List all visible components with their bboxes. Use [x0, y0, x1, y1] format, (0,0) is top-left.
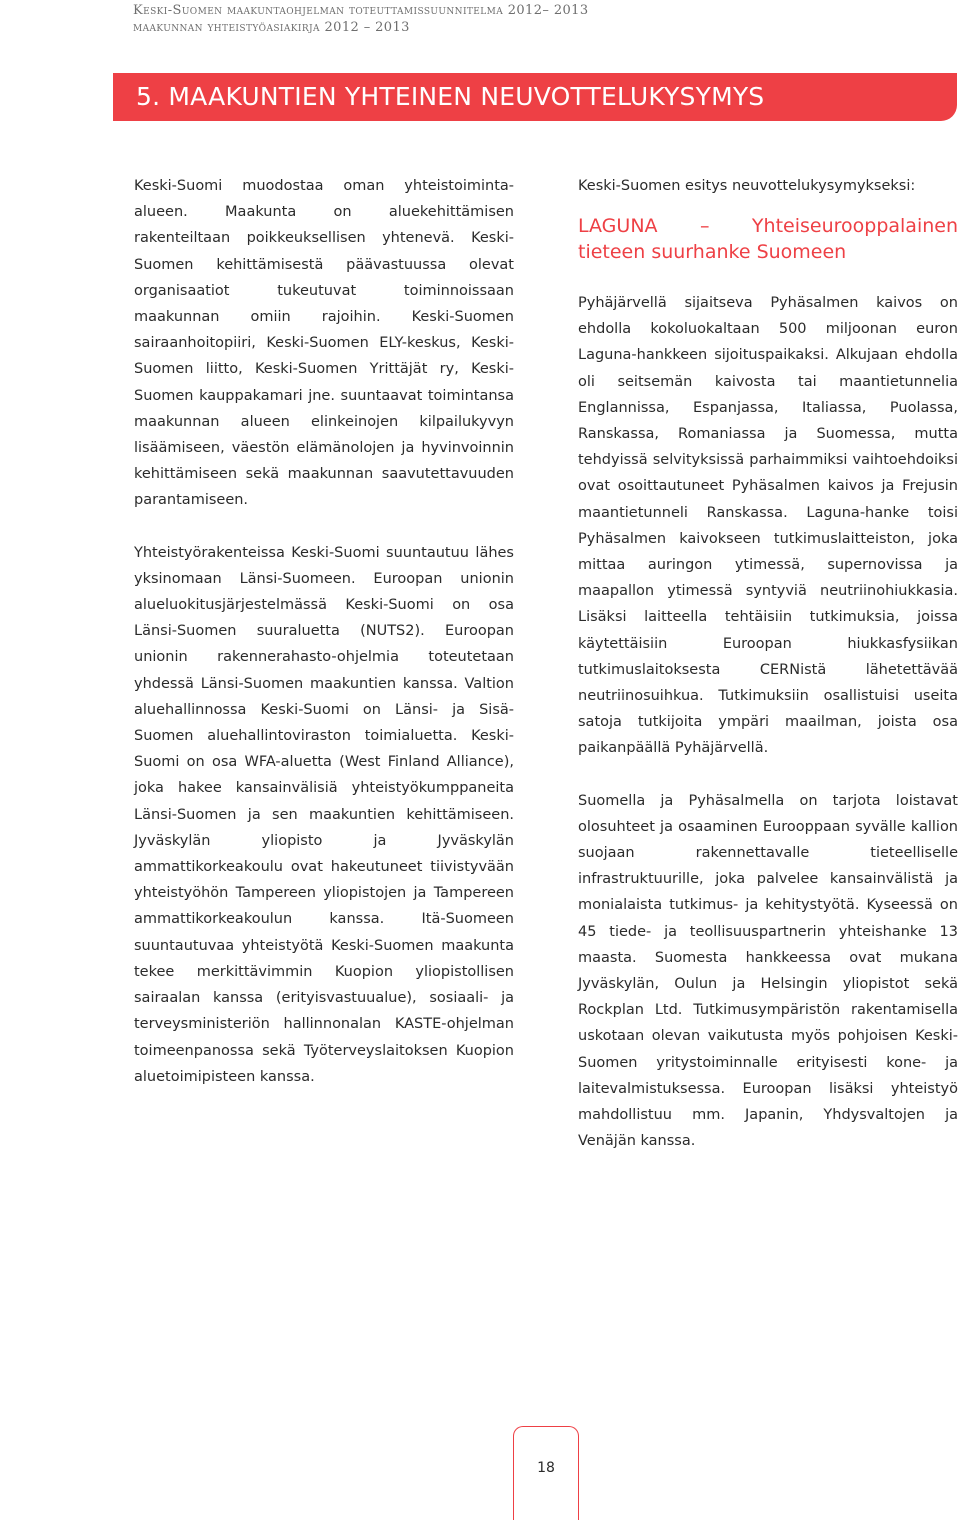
left-paragraph-1: Keski-Suomi muodostaa oman yhteistoiminta-alueen. Maakunta on aluekehittämisen rakenteiltaan poikkeuksellisen yhtenevä. Keski-Suomen kehittämisestä päävastuussa olevat organisaatiot tukeutuvat toiminnoissaan maakunnan omiin rajoihin. Keski-Suomen sairaanhoitopiiri, Keski-Suomen ELY-keskus, Keski-Suomen liitto, Keski-Suomen Yrittäjät ry, Keski-Suomen kauppakamari jne. suuntaavat toimintansa maakunnan alueen elinkeinojen kilpailukyvyn lisäämiseen, väestön elämänolojen ja hyvinvoinnin kehittämiseen sekä maakunnan saavutettavuuden parantamiseen.	[134, 178, 514, 509]
page-number-tab	[513, 1426, 579, 1520]
left-paragraph-2: Yhteistyörakenteissa Keski-Suomi suuntautuu lähes yksinomaan Länsi-Suomeen. Euroopan unionin alueluokitusjärjestelmässä Keski-Suomi on osa Länsi-Suomen suuraluetta (NUTS2). Euroopan unionin rakennerahasto-ohjelmia toteutetaan yhdessä Länsi-Suomen maakuntien kanssa. Valtion aluehallinnossa Keski-Suomi on Länsi- ja Sisä-Suomen aluehallintoviraston toimialuetta. Keski-Suomi on osa WFA-aluetta (West Finland Alliance), joka hakee kansainvälisiä yhteistyökumppaneita Länsi-Suomen ja sen maakuntien kehittämiseen. Jyväskylän yliopisto ja Jyväskylän ammattikorkeakoulu ovat hakeutuneet tiivistyvään yhteistyöhön Tampereen yliopistojen ja Tampereen ammattikorkeakoulun kanssa. Itä-Suomeen suuntautuvaa yhteistyötä Keski-Suomen maakunta tekee merkittävimmin Kuopion yliopistollisen sairaalan kanssa (erityisvastuualue), sosiaali- ja terveysministeriön hallinnonalan KASTE-ohjelman toimeenpanossa sekä Työterveyslaitoksen Kuopion aluetoimipisteen kanssa.	[134, 544, 514, 1085]
chapter-title: 5. MAAKUNTIEN YHTEINEN NEUVOTTELUKYSYMYS	[136, 82, 765, 111]
chapter-banner	[113, 73, 957, 121]
left-column	[134, 173, 514, 1090]
right-column	[578, 173, 958, 1155]
proposal-lead: Keski-Suomen esitys neuvottelukysymykseksi:	[578, 178, 916, 194]
right-paragraph-1: Pyhäjärvellä sijaitseva Pyhäsalmen kaivos on ehdolla kokoluokaltaan 500 miljoonan euron Laguna-hankkeen sijoituspaikaksi. Alkujaan ehdolla oli seitsemän kaivosta tai maantietunnelia Englannissa, Espanjassa, Italiassa, Puolassa, Ranskassa, Romaniassa ja Suomessa, mutta tehdyissä selvityksissä parhaimmiksi vaihtoehdoiksi ovat osoittautuneet Pyhäsalmen kaivos ja Frejusin maantietunneli Ranskassa. Laguna-hanke toisi Pyhäsalmen kaivokseen tutkimuslaitteiston, joka mittaa auringon ytimessä, supernovissa ja maapallon ytimessä syntyviä neutriinohiukkasia. Lisäksi laitteella tehtäisiin tutkimuksia, joissa käytettäisiin Euroopan hiukkasfysiikan tutkimuslaitoksesta CERNistä lähetettävää neutriinosuihkua. Tutkimuksiin osallistuisi useita satoja tutkijoita ympäri maailman, joista osa paikanpäällä Pyhäjärvellä.	[578, 295, 958, 757]
right-paragraph-2: Suomella ja Pyhäsalmella on tarjota loistavat olosuhteet ja osaaminen Eurooppaan syvälle kallion suojaan rakennettavalle tieteelliselle infrastruktuurille, joka palvelee kansainvälistä ja monialaista tutkimus- ja kehitystyötä. Kyseessä on 45 tiede- ja teollisuuspartnerin yhteishanke 13 maasta. Suomesta hankkeessa ovat mukana Jyväskylän, Oulun ja Helsingin yliopistot sekä Rockplan Ltd. Tutkimusympäristön rakentamisella uskotaan olevan vaikutusta myös pohjoisen Keski-Suomen yritystoiminnalle erityisesti kone- ja laitevalmistuksessa. Euroopan lisäksi yhteistyö mahdollistuu mm. Japanin, Yhdysvaltojen ja Venäjän kanssa.	[578, 792, 958, 1150]
page-number: 18	[537, 1460, 555, 1476]
running-header-line-1: Keski-Suomen maakuntaohjelman toteuttamissuunnitelma 2012– 2013	[133, 3, 589, 18]
running-header-line-2: maakunnan yhteistyöasiakirja 2012 – 2013	[133, 20, 410, 35]
proposal-subheading: LAGUNA – Yhteiseurooppalainen tieteen suurhanke Suomeen	[578, 215, 958, 263]
running-header	[133, 2, 933, 36]
